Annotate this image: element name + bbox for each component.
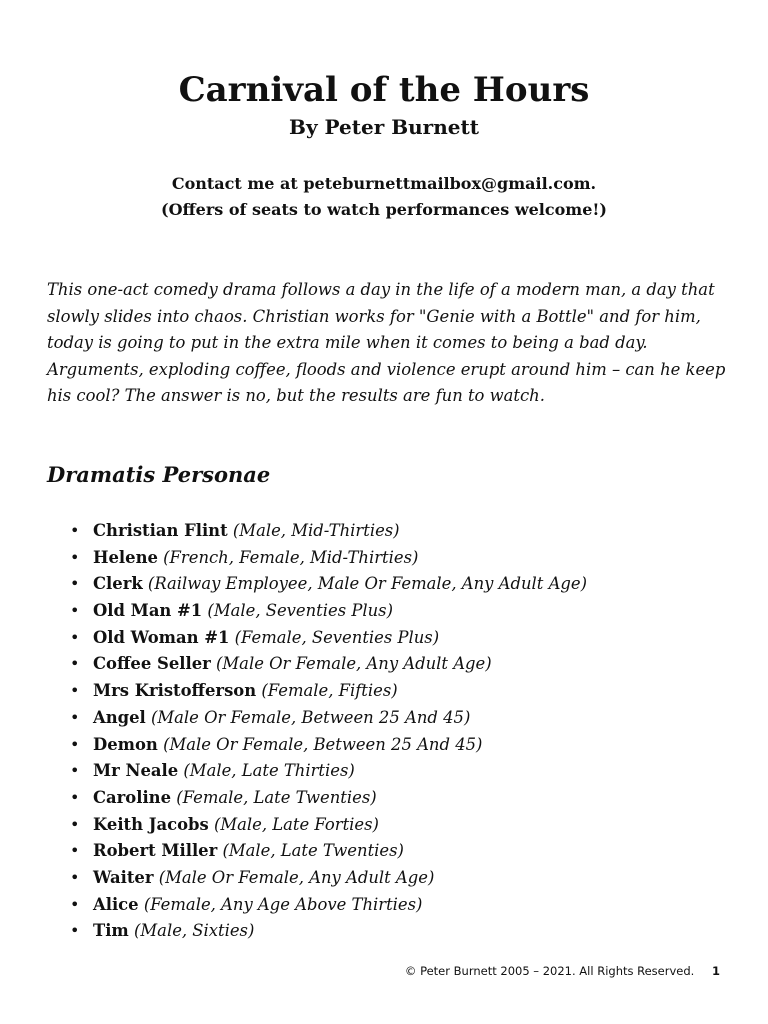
cast-character-description: (Male Or Female, Between 25 And 45) <box>150 707 471 727</box>
cast-list-item <box>47 732 727 759</box>
bullet-icon: • <box>70 814 80 834</box>
bullet-icon: • <box>70 841 80 861</box>
cast-character-name: Tim <box>93 921 129 941</box>
bullet-icon: • <box>70 734 80 754</box>
bullet-icon: • <box>70 627 80 647</box>
cast-character-description: (Male, Mid-Thirties) <box>232 521 400 540</box>
cast-character-name: Old Woman #1 <box>93 627 230 647</box>
bullet-icon: • <box>70 601 80 621</box>
bullet-icon: • <box>70 681 80 701</box>
cast-character-name: Clerk <box>93 574 143 594</box>
cast-character-description: (Railway Employee, Male Or Female, Any Adult Age) <box>147 574 588 594</box>
cast-character-name: Coffee Seller <box>93 654 211 674</box>
cast-list-item <box>47 812 727 839</box>
cast-character-description: (Male, Seventies Plus) <box>207 601 393 621</box>
cast-list-item <box>47 918 727 945</box>
cast-character-description: (Male Or Female, Between 25 And 45) <box>163 734 483 754</box>
cast-character-description: (Female, Seventies Plus) <box>234 627 440 647</box>
bullet-icon: • <box>70 707 80 727</box>
cast-list-item <box>47 518 727 545</box>
cast-character-description: (Male, Late Twenties) <box>222 841 404 861</box>
cast-list-item <box>47 892 727 919</box>
cast-character-name: Keith Jacobs <box>93 814 209 834</box>
cast-character-description: (French, Female, Mid-Thirties) <box>163 547 419 567</box>
cast-list-item <box>47 865 727 892</box>
cast-list-item <box>47 571 727 598</box>
cast-character-name: Mrs Kristofferson <box>93 681 257 701</box>
cast-character-name: Mr Neale <box>93 761 179 781</box>
cast-character-description: (Male Or Female, Any Adult Age) <box>216 654 492 674</box>
bullet-icon: • <box>70 521 80 540</box>
cast-character-description: (Male, Sixties) <box>134 921 255 941</box>
cast-list-item <box>47 838 727 865</box>
cast-character-name: Angel <box>93 707 146 727</box>
cast-character-description: (Male, Late Thirties) <box>183 761 355 781</box>
author-line: By Peter Burnett <box>289 115 479 139</box>
cast-list-item <box>47 758 727 785</box>
cast-list <box>47 518 727 945</box>
cast-list-item <box>47 785 727 812</box>
synopsis-paragraph: This one-act comedy drama follows a day in the life of a modern man, a day that slowly slides into chaos. Christian works for "Genie with a Bottle" and for him, today is going to put in the extra mile when it comes to being a bad day. Arguments, exploding coffee, floods and violence erupt around him – can he keep his cool? The answer is no, but the results are fun to watch. <box>47 280 726 406</box>
page-footer <box>405 962 720 980</box>
bullet-icon: • <box>70 894 80 914</box>
bullet-icon: • <box>70 921 80 941</box>
contact-block <box>0 171 768 223</box>
document-title: Carnival of the Hours <box>178 70 590 110</box>
cast-character-name: Caroline <box>93 787 172 807</box>
cast-character-description: (Female, Late Twenties) <box>176 787 377 807</box>
bullet-icon: • <box>70 654 80 674</box>
cast-character-name: Christian Flint <box>93 521 228 540</box>
copyright-notice: © Peter Burnett 2005 – 2021. All Rights Reserved. <box>404 964 695 978</box>
cast-character-description: (Male, Late Forties) <box>213 814 379 834</box>
contact-email-line: Contact me at peteburnettmailbox@gmail.com. <box>171 174 597 193</box>
bullet-icon: • <box>70 574 80 594</box>
cast-list-item <box>47 545 727 572</box>
cast-character-description: (Male Or Female, Any Adult Age) <box>158 867 435 887</box>
cast-list-item <box>47 678 727 705</box>
cast-character-description: (Female, Any Age Above Thirties) <box>143 894 423 914</box>
cast-character-name: Old Man #1 <box>93 601 203 621</box>
bullet-icon: • <box>70 787 80 807</box>
cast-character-description: (Female, Fifties) <box>261 681 398 701</box>
contact-offer-line: (Offers of seats to watch performances welcome!) <box>161 200 607 219</box>
cast-character-name: Demon <box>93 734 158 754</box>
cast-character-name: Helene <box>93 547 158 567</box>
bullet-icon: • <box>70 867 80 887</box>
dramatis-personae-heading: Dramatis Personae <box>47 462 271 487</box>
cast-list-item <box>47 651 727 678</box>
page-number: 1 <box>711 964 720 978</box>
cast-list-item <box>47 705 727 732</box>
cast-character-name: Waiter <box>93 867 154 887</box>
cast-list-item <box>47 625 727 652</box>
cast-character-name: Alice <box>93 894 139 914</box>
bullet-icon: • <box>70 547 80 567</box>
bullet-icon: • <box>70 761 80 781</box>
cast-character-name: Robert Miller <box>93 841 218 861</box>
cast-list-item <box>47 598 727 625</box>
